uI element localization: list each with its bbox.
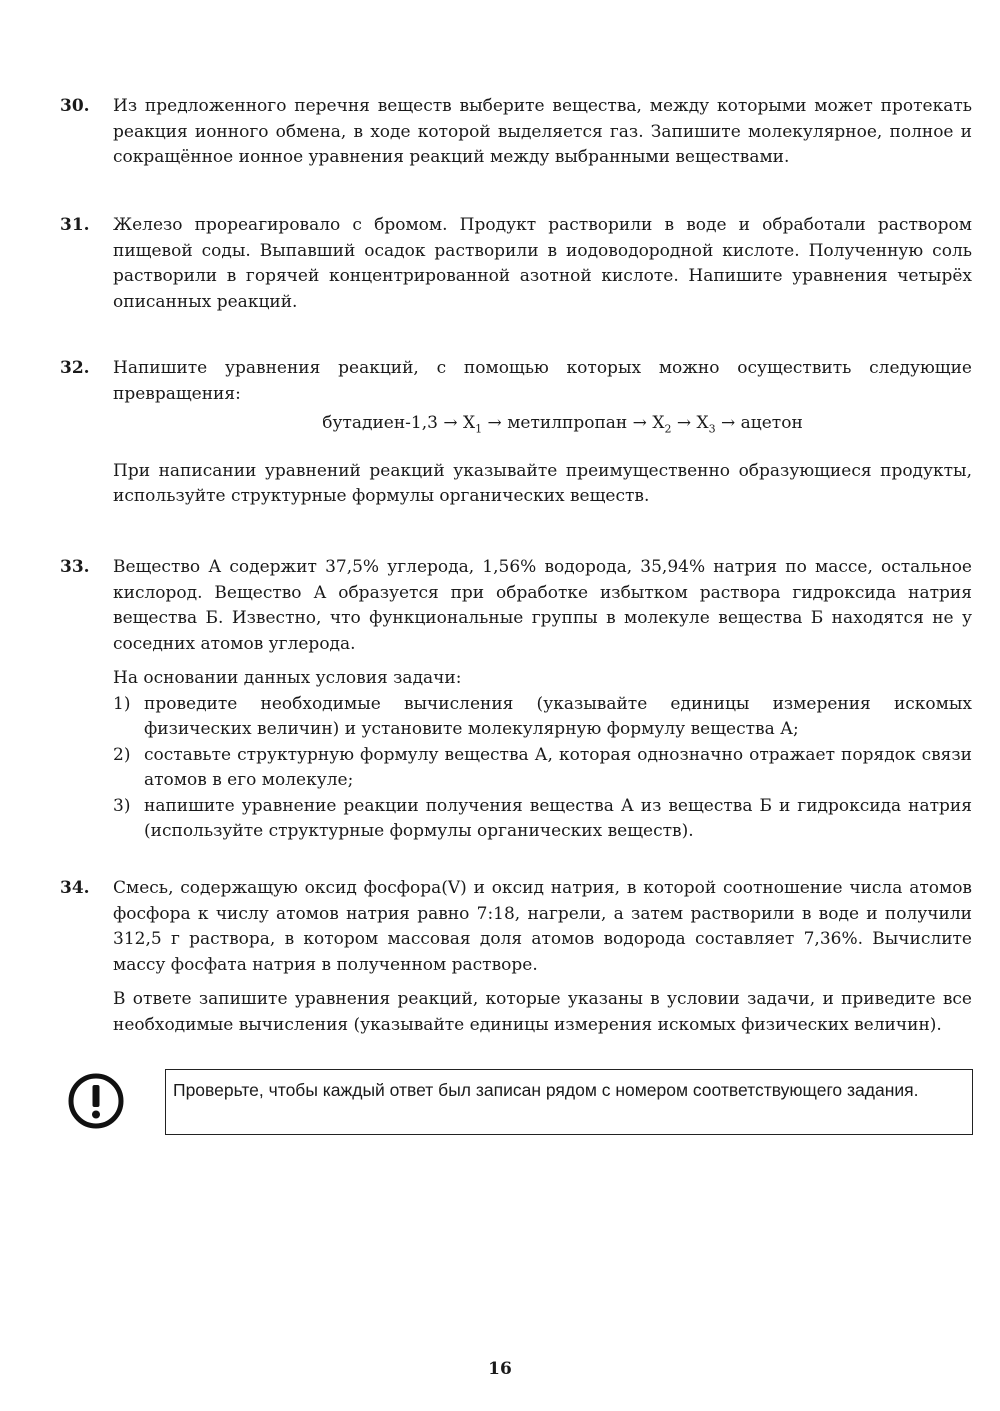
task-paragraph: Железо прореагировало с бромом. Продукт растворили в воде и обработали раствором пищевой соды. Выпавший осадок растворили в иодоводородной кислоте. Полученную соль растворили в горячей концентрированной азотной кислоте. Напишите уравнения четырёх описанных реакций. [113, 215, 972, 312]
scheme-arrow: → [632, 413, 647, 433]
transformation-scheme [113, 411, 972, 442]
page-number: 16 [488, 1359, 512, 1379]
task-text [113, 94, 972, 171]
list-item: 1) проведите необходимые вычисления (указывайте единицы измерения искомых физических величин) и установите молекулярную формулу вещества А; [113, 693, 972, 739]
exclamation-circle-icon [67, 1072, 125, 1130]
task-32 [60, 356, 972, 510]
task-number: 34. [60, 878, 90, 898]
task-number: 32. [60, 358, 90, 378]
list-item: 3) напишите уравнение реакции получения вещества А из вещества Б и гидроксида натрия (используйте структурные формулы органических веществ). [113, 795, 972, 841]
task-33 [60, 555, 972, 845]
notice-text: Проверьте, чтобы каждый ответ был записан рядом с номером соответствующего задания. [173, 1080, 919, 1100]
list-item: 2) составьте структурную формулу вещества А, которая однозначно отражает порядок связи атомов в его молекуле; [113, 744, 972, 790]
task-number: 33. [60, 557, 90, 577]
task-30 [60, 94, 972, 171]
task-text [113, 356, 972, 510]
task-paragraph: Смесь, содержащую оксид фосфора(V) и оксид натрия, в которой соотношение числа атомов фосфора к числу атомов натрия равно 7:18, нагрели, а затем растворили в воде и получили 312,5 г раствора, в котором массовая доля атомов водорода составляет 7,36%. Вычислите массу фосфата натрия в полученном растворе. [113, 878, 972, 975]
scheme-start: бутадиен-1,3 [322, 413, 438, 433]
scheme-arrow: → [443, 413, 458, 433]
scheme-end: ацетон [740, 413, 803, 433]
task-lead: На основании данных условия задачи: [113, 668, 462, 688]
task-text [113, 555, 972, 845]
scheme-x3: $X_3$ [696, 413, 716, 436]
task-34 [60, 876, 972, 1038]
task-paragraph: В ответе запишите уравнения реакций, которые указаны в условии задачи, и приведите все необходимые вычисления (указывайте единицы измерения искомых физических величин). [113, 989, 972, 1035]
task-31 [60, 213, 972, 315]
task-paragraph: Из предложенного перечня веществ выберите вещества, между которыми может протекать реакция ионного обмена, в ходе которой выделяется газ. Запишите молекулярное, полное и сокращённое ионное уравнения реакций между выбранными веществами. [113, 96, 972, 167]
scheme-arrow: → [676, 413, 692, 433]
scheme-arrow: → [487, 413, 502, 433]
task-text [113, 876, 972, 1038]
task-paragraph: Вещество А содержит 37,5% углерода, 1,56% водорода, 35,94% натрия по массе, остальное кислород. Вещество А образуется при обработке избытком раствора гидроксида натрия вещества Б. Известно, что функциональные группы в молекуле вещества Б находятся не у соседних атомов углерода. [113, 557, 972, 654]
task-number: 30. [60, 96, 90, 116]
task-number: 31. [60, 215, 90, 235]
scheme-arrow: → [721, 413, 736, 433]
task-note: При написании уравнений реакций указывайте преимущественно образующиеся продукты, используйте структурные формулы органических веществ. [113, 460, 972, 507]
scheme-middle: метилпропан [507, 413, 628, 433]
task-text [113, 213, 972, 315]
task-items-list [113, 692, 972, 845]
scheme-x2: $X_2$ [652, 413, 672, 436]
notice-box [165, 1069, 973, 1135]
task-paragraph: Напишите уравнения реакций, с помощью которых можно осуществить следующие превращения: [113, 358, 972, 404]
scheme-x1: $X_1$ [463, 413, 483, 436]
